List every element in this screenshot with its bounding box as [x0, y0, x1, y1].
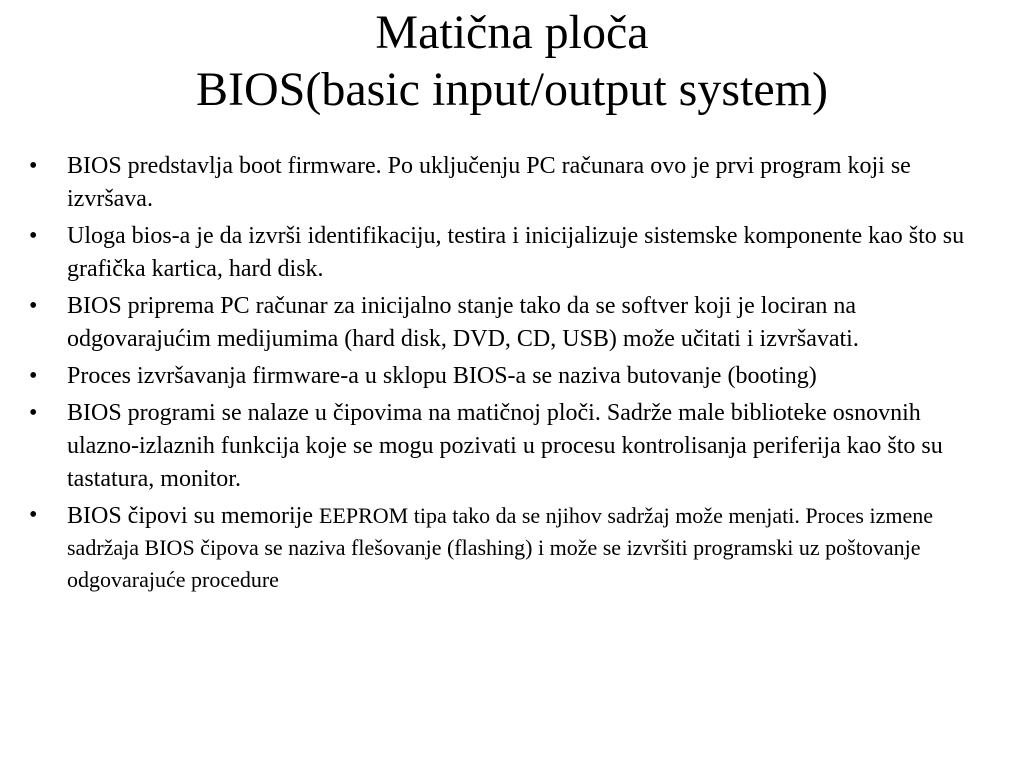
- bullet-icon: •: [29, 153, 38, 179]
- bullet-icon: •: [29, 363, 38, 389]
- bullet-item: [29, 150, 989, 216]
- bullet-text: BIOS programi se nalaze u čipovima na matičnoj ploči. Sadrže male biblioteke osnovnih ulazno-izlaznih funkcija koje se mogu pozivati u procesu kontrolisanja periferija kao što su tastatura, monitor.: [67, 400, 943, 492]
- bullet-item: [29, 397, 989, 496]
- bullet-list: [29, 150, 989, 600]
- slide-title-line-1: Matična ploča: [375, 6, 649, 59]
- bullet-icon: •: [29, 223, 38, 249]
- bullet-text: Uloga bios-a je da izvrši identifikaciju, testira i inicijalizuje sistemske komponente kao što su grafička kartica, hard disk.: [67, 223, 965, 282]
- bullet-item: [29, 360, 989, 393]
- bullet-text: Proces izvršavanja firmware-a u sklopu BIOS-a se naziva butovanje (booting): [67, 363, 817, 389]
- bullet-text-small: EEPROM tipa tako da se njihov sadržaj može menjati. Proces izmene sadržaja BIOS čipova se naziva flešovanje (flashing) i može se izvršiti programski uz poštovanje odgovarajuće procedure: [67, 503, 933, 592]
- bullet-text: BIOS priprema PC računar za inicijalno stanje tako da se softver koji je lociran na odgovarajućim medijumima (hard disk, DVD, CD, USB) može učitati i izvršavati.: [67, 293, 859, 352]
- slide-title-line-2: BIOS(basic input/output system): [196, 63, 828, 116]
- bullet-text-large: BIOS čipovi su memorije: [67, 503, 319, 529]
- bullet-icon: •: [29, 400, 38, 426]
- bullet-text: BIOS predstavlja boot firmware. Po uključenju PC računara ovo je prvi program koji se izvršava.: [67, 153, 911, 212]
- bullet-item: [29, 220, 989, 286]
- bullet-icon: •: [29, 293, 38, 319]
- bullet-item: [29, 500, 989, 596]
- slide-title: [0, 4, 1024, 118]
- bullet-item: [29, 290, 989, 356]
- bullet-icon: •: [29, 502, 38, 528]
